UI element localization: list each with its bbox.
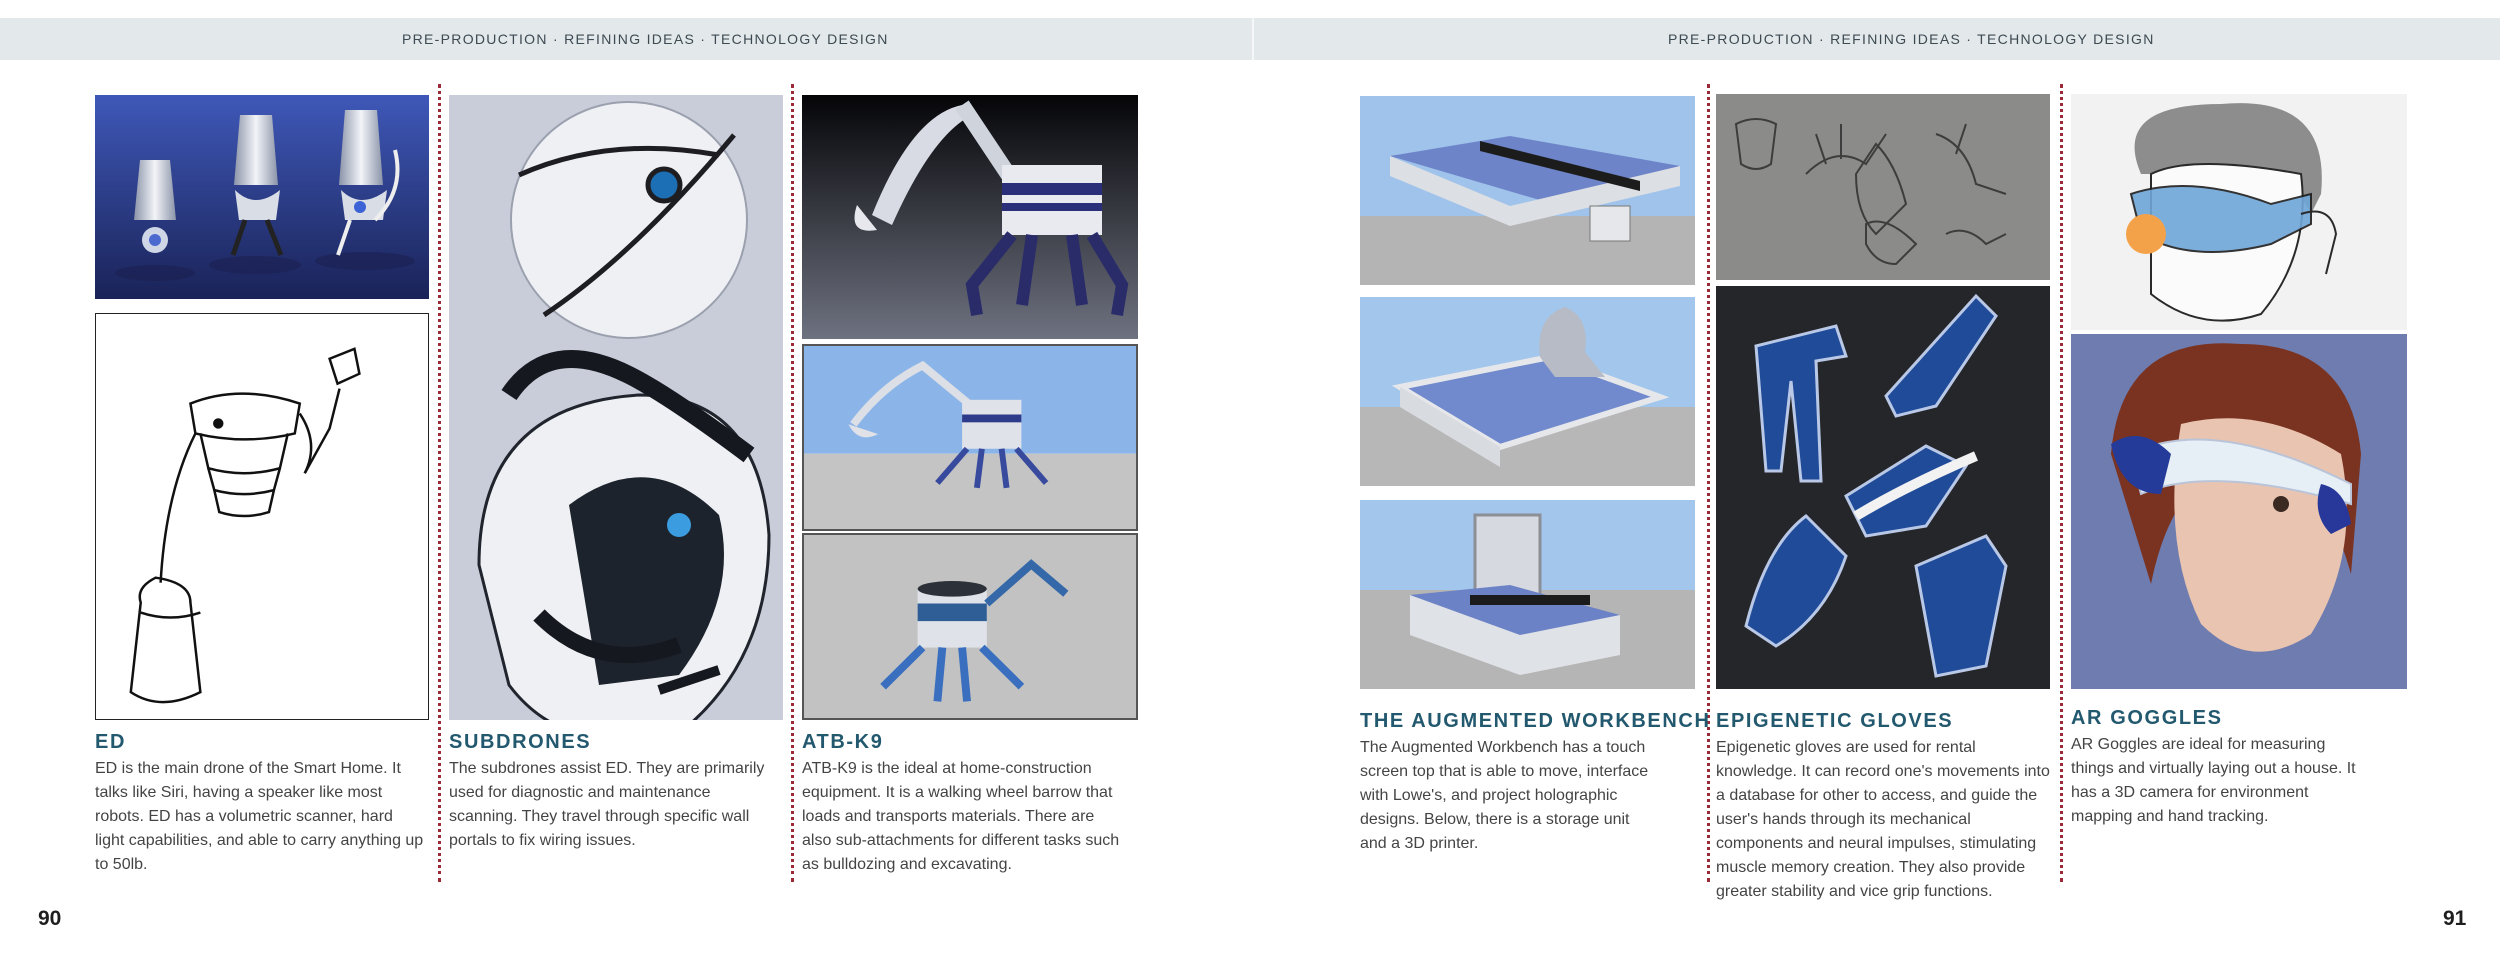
subdrones-title: SUBDRONES <box>449 731 592 753</box>
left-header-text: PRE-PRODUCTION · REFINING IDEAS · TECHNOLOGY DESIGN <box>402 31 889 47</box>
atb-k9-render-dark <box>802 95 1138 339</box>
workbench-render-1 <box>1360 96 1695 285</box>
ed-body: ED is the main drone of the Smart Home. It talks like Siri, having a speaker like most robots. ED has a volumetric scanner, hard light capabilities, and able to carry anything up to 50lb. <box>95 760 424 873</box>
atb-k9-title: ATB-K9 <box>802 731 884 753</box>
workbench-title: THE AUGMENTED WORKBENCH <box>1360 710 1711 732</box>
right-page-header <box>1254 18 2500 60</box>
column-divider <box>2060 84 2063 882</box>
gloves-sketch <box>1716 94 2050 280</box>
left-page-header <box>0 18 1252 60</box>
subdrones-render <box>449 95 783 720</box>
atb-k9-render-front <box>802 344 1138 531</box>
right-header-text: PRE-PRODUCTION · REFINING IDEAS · TECHNOLOGY DESIGN <box>1668 31 2155 47</box>
column-divider <box>791 84 794 882</box>
goggles-body: AR Goggles are ideal for measuring things and virtually laying out a house. It has a 3D camera for environment mapping and hand tracking. <box>2071 736 2356 825</box>
workbench-render-2 <box>1360 297 1695 486</box>
goggles-portrait <box>2071 334 2407 689</box>
goggles-sketch <box>2071 94 2407 330</box>
gloves-render <box>1716 286 2050 689</box>
ed-drones-render <box>95 95 429 299</box>
column-divider <box>438 84 441 882</box>
workbench-render-3 <box>1360 500 1695 689</box>
page-number-right: 91 <box>2443 907 2467 930</box>
subdrones-body: The subdrones assist ED. They are primarily used for diagnostic and maintenance scanning. They travel through specific wall portals to fix wiring issues. <box>449 760 765 849</box>
atb-k9-render-side <box>802 533 1138 720</box>
goggles-title: AR GOGGLES <box>2071 707 2223 729</box>
ed-title: ED <box>95 731 126 753</box>
column-divider <box>1707 84 1710 882</box>
page-number-left: 90 <box>38 907 62 930</box>
gloves-body: Epigenetic gloves are used for rental knowledge. It can record one's movements into a database for other to access, and guide the user's hands through its mechanical components and neural impulses, stimulating muscle memory creation. They also provide greater stability and vice grip functions. <box>1716 739 2050 900</box>
ed-sketch <box>95 313 429 720</box>
gloves-title: EPIGENETIC GLOVES <box>1716 710 1954 732</box>
atb-k9-body: ATB-K9 is the ideal at home-construction equipment. It is a walking wheel barrow that loads and transports materials. There are also sub-attachments for different tasks such as bulldozing and excavating. <box>802 760 1120 873</box>
workbench-body: The Augmented Workbench has a touch screen top that is able to move, interface with Lowe's, and project holographic designs. Below, there is a storage unit and a 3D printer. <box>1360 739 1649 852</box>
